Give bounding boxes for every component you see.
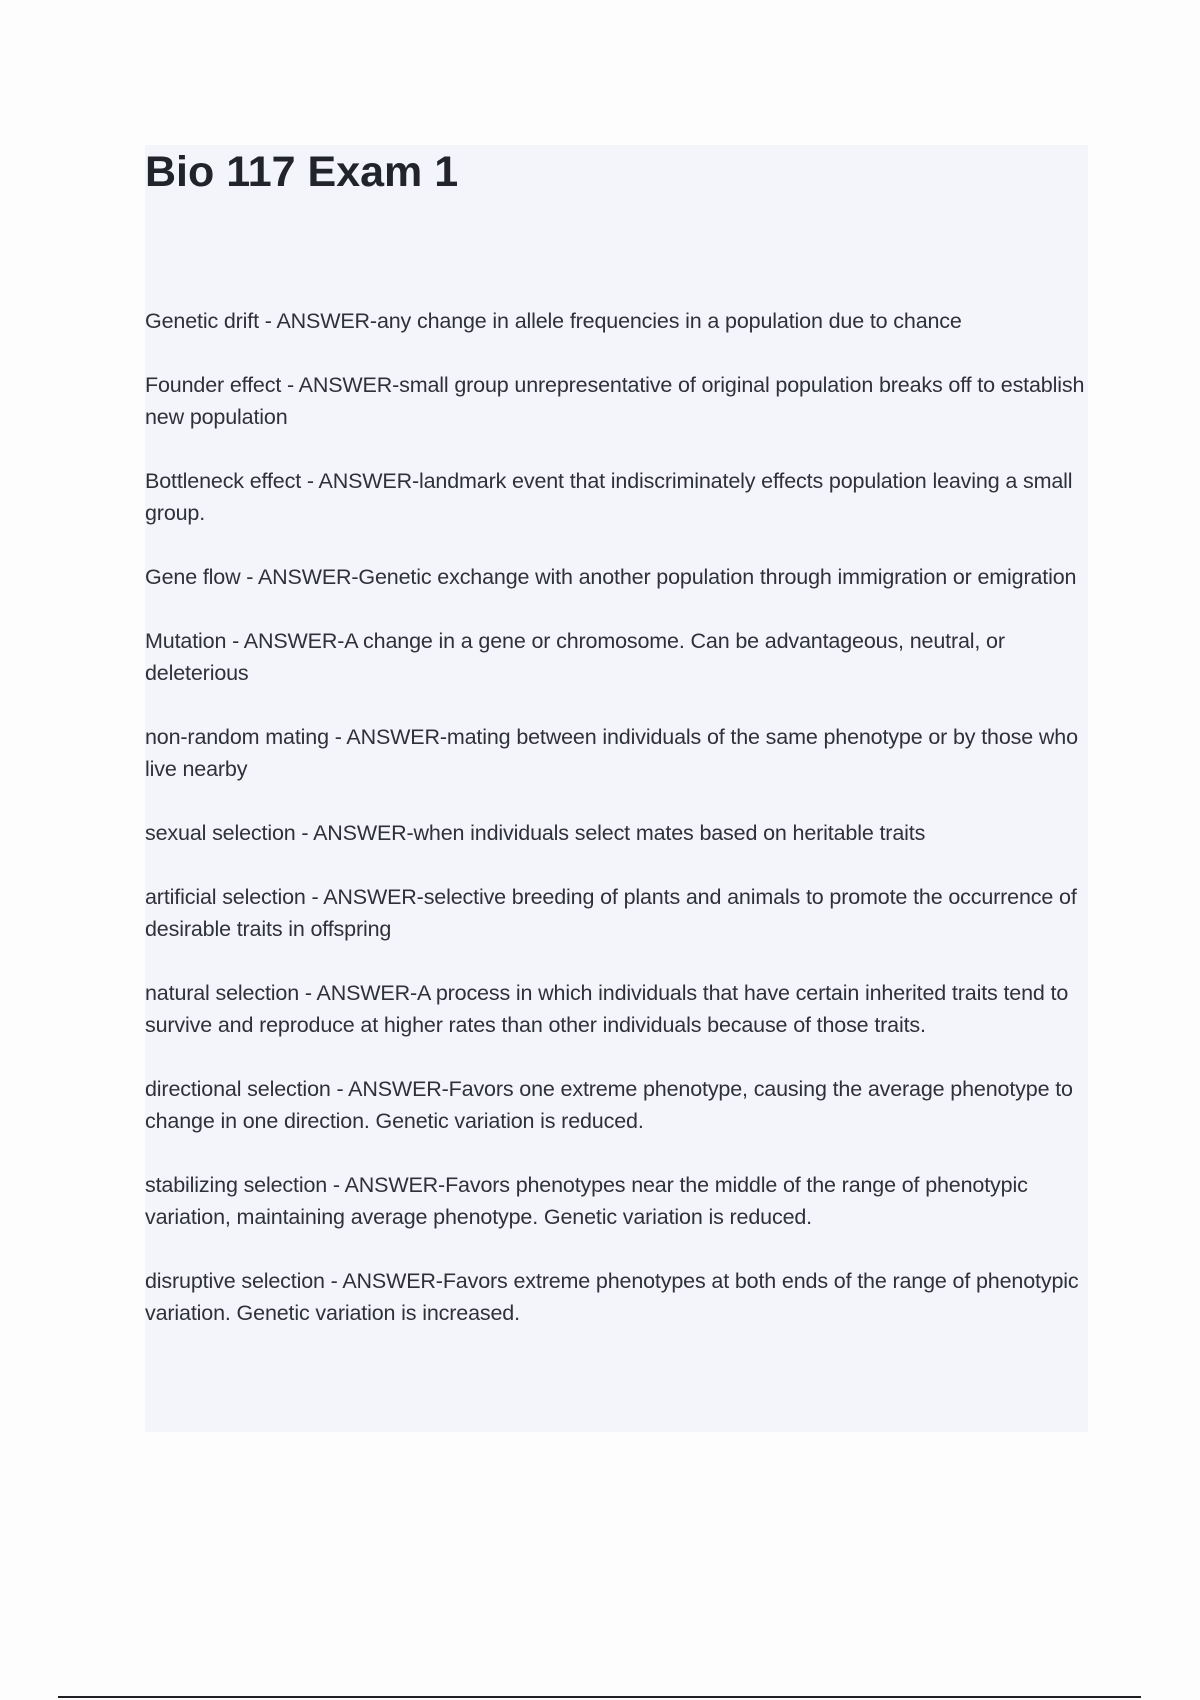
entry-separator: - [301, 469, 319, 493]
qa-entry [145, 369, 1088, 433]
qa-entry [145, 465, 1088, 529]
qa-entry [145, 1265, 1088, 1329]
answer-prefix: ANSWER- [346, 725, 447, 749]
document-title: Bio 117 Exam 1 [145, 148, 459, 196]
entry-separator: - [295, 821, 314, 845]
entry-answer: small group unrepresentative of original population breaks off to establish new population [145, 373, 1085, 429]
qa-entry [145, 625, 1088, 689]
entry-separator: - [240, 565, 258, 589]
answer-prefix: ANSWER- [342, 1269, 443, 1293]
entry-separator: - [226, 629, 244, 653]
entry-separator: - [324, 1269, 343, 1293]
entry-separator: - [299, 981, 317, 1005]
entry-answer: Favors extreme phenotypes at both ends of the range of phenotypic variation. Genetic variation is increased. [145, 1269, 1079, 1325]
answer-prefix: ANSWER- [344, 1173, 446, 1197]
entry-answer: any change in allele frequencies in a population due to chance [376, 309, 962, 333]
entry-separator: - [330, 1077, 349, 1101]
entry-term: Gene flow [145, 565, 241, 589]
qa-entry [145, 881, 1088, 945]
entry-answer: A change in a gene or chromosome. Can be advantageous, neutral, or deleterious [145, 629, 1005, 685]
answer-prefix: ANSWER- [348, 1077, 449, 1101]
answer-prefix: ANSWER- [243, 629, 345, 653]
entry-separator: - [305, 885, 324, 909]
page-bottom-divider [58, 1696, 1141, 1698]
entry-separator: - [328, 725, 347, 749]
entry-answer: Favors phenotypes near the middle of the range of phenotypic variation, maintaining average phenotype. Genetic variation is reduced. [145, 1173, 1028, 1229]
answer-prefix: ANSWER- [323, 885, 424, 909]
entry-answer: Favors one extreme phenotype, causing the average phenotype to change in one direction. Genetic variation is reduced. [145, 1077, 1073, 1133]
qa-entry [145, 305, 1088, 337]
entry-term: Founder effect [145, 373, 282, 397]
entry-term: artificial selection [145, 885, 306, 909]
entry-answer: selective breeding of plants and animals to promote the occurrence of desirable traits in offspring [145, 885, 1077, 941]
answer-prefix: ANSWER- [298, 373, 400, 397]
qa-entry [145, 817, 1088, 849]
entry-term: Genetic drift [145, 309, 259, 333]
answer-prefix: ANSWER- [257, 565, 359, 589]
entry-term: disruptive selection [145, 1269, 325, 1293]
qa-entry [145, 721, 1088, 785]
entry-separator: - [327, 1173, 345, 1197]
qa-entry [145, 561, 1088, 593]
qa-list [145, 305, 1088, 1329]
entry-term: directional selection [145, 1077, 331, 1101]
entry-term: natural selection [145, 981, 300, 1005]
answer-prefix: ANSWER- [276, 309, 377, 333]
qa-entry [145, 1073, 1088, 1137]
entry-term: stabilizing selection [145, 1173, 328, 1197]
entry-answer: A process in which individuals that have certain inherited traits tend to survive and reproduce at higher rates than other individuals because of those traits. [145, 981, 1069, 1037]
entry-answer: when individuals select mates based on heritable traits [413, 821, 926, 845]
qa-entry [145, 977, 1088, 1041]
answer-prefix: ANSWER- [318, 469, 419, 493]
entry-answer: mating between individuals of the same phenotype or by those who live nearby [145, 725, 1078, 781]
entry-separator: - [258, 309, 277, 333]
entry-answer: Genetic exchange with another population through immigration or emigration [358, 565, 1077, 589]
entry-separator: - [281, 373, 299, 397]
entry-term: Mutation [145, 629, 227, 653]
entry-answer: landmark event that indiscriminately effects population leaving a small group. [145, 469, 1073, 525]
entry-term: non-random mating [145, 725, 329, 749]
qa-entry [145, 1169, 1088, 1233]
entry-term: sexual selection [145, 821, 296, 845]
answer-prefix: ANSWER- [313, 821, 414, 845]
answer-prefix: ANSWER- [316, 981, 417, 1005]
entry-term: Bottleneck effect [145, 469, 302, 493]
